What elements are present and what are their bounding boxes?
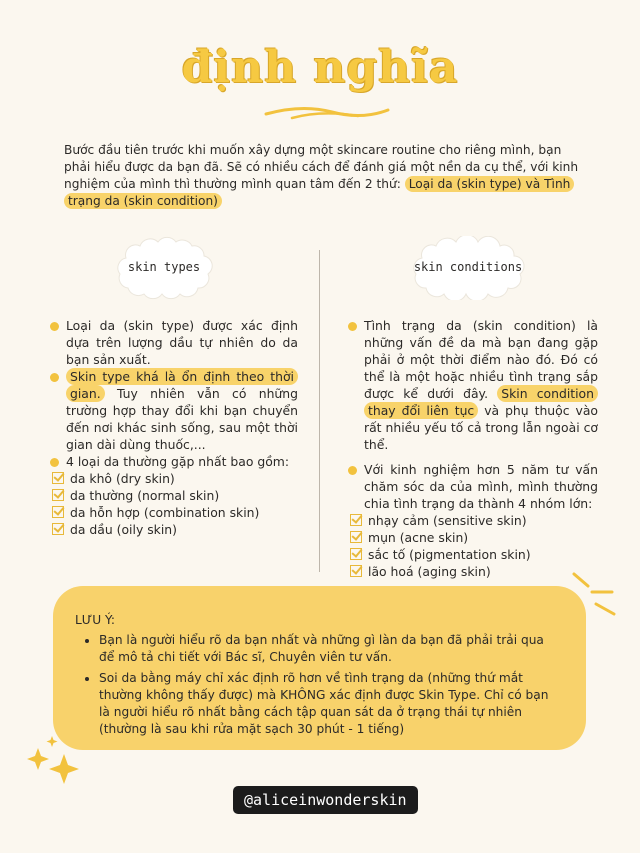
bullet-highlight: Skin condition thay đổi liên tục (364, 385, 598, 419)
bullet-text: Với kinh nghiệm hơn 5 năm tư vấn chăm sóc da của mình, mình thường chia tình trạng da thành 4 nhóm lớn: (364, 462, 598, 511)
intro-text: Bước đầu tiên trước khi muốn xây dựng một skincare routine cho riêng mình, bạn phải hiểu được da bạn đã. Sẽ có nhiều cách để đánh giá một nền da cụ thể, với kinh nghiệm của mình thì thường mình quan tâm đến 2 thứ: (64, 143, 579, 191)
checklist-label: mụn (acne skin) (368, 530, 469, 545)
intro-highlight: Loại da (skin type) và Tình trạng da (skin condition) (64, 176, 574, 209)
checklist-label: da thường (normal skin) (70, 488, 220, 503)
list-item (350, 317, 598, 453)
checkbox-icon (52, 506, 64, 518)
checklist-label: sắc tố (pigmentation skin) (368, 547, 531, 562)
checkbox-icon (350, 514, 362, 526)
checklist-item (350, 546, 598, 563)
skin-types-heading: skin types (127, 260, 201, 274)
checkbox-icon (52, 472, 64, 484)
bullet-text: Loại da (skin type) được xác định dựa trên lượng dầu tự nhiên do da bạn sản xuất. (66, 318, 298, 367)
bullet-text: và phụ thuộc vào rất nhiều yếu tố cả trong lẫn ngoài cơ thể. (364, 403, 598, 452)
list-item (350, 461, 598, 512)
checklist-item (52, 487, 298, 504)
checkbox-icon (350, 548, 362, 560)
intro-paragraph (64, 142, 584, 210)
author-handle-badge: @aliceinwonderskin (233, 786, 418, 814)
bullet-text: Tình trạng da (skin condition) là những vấn đề da mà bạn đang gặp phải ở một thời điểm nào đó. Đó có thể là một hoặc nhiều tình trạng sắp được kể dưới đây. (364, 318, 598, 401)
note-item: • Soi da bằng máy chỉ xác định rõ hơn về tình trạng da (những thứ mắt thường không thấy được) mà KHÔNG xác định được Skin Type. Chỉ có bạn là người hiểu rõ nhất bằng cách tập quan sát da ở trạng thái tự nhiên (thường là sau khi rửa mặt sạch 30 phút - 1 tiếng) (99, 670, 560, 738)
note-box (53, 586, 586, 750)
skin-conditions-cloud (406, 236, 530, 300)
checklist-item (350, 512, 598, 529)
sparkle-icon (22, 734, 86, 788)
checklist-label: nhạy cảm (sensitive skin) (368, 513, 527, 528)
checklist-item (350, 563, 598, 580)
note-title: LƯU Ý: (75, 613, 115, 627)
page-title: định nghĩa (181, 42, 459, 93)
skin-types-cloud (112, 236, 216, 300)
list-item (52, 368, 298, 453)
column-divider (319, 250, 320, 572)
checkbox-icon (350, 565, 362, 577)
checkbox-icon (52, 523, 64, 535)
bullet-text: 4 loại da thường gặp nhất bao gồm: (66, 454, 290, 469)
bullet-highlight: Skin type khá là ổn định theo thời gian. (66, 368, 298, 402)
checklist-item (52, 504, 298, 521)
checklist-label: da khô (dry skin) (70, 471, 175, 486)
checklist-label: da dầu (oily skin) (70, 522, 177, 537)
checkbox-icon (350, 531, 362, 543)
skin-conditions-column (350, 317, 598, 580)
checklist-label: da hỗn hợp (combination skin) (70, 505, 260, 520)
checklist-item (52, 521, 298, 538)
bullet-text: Tuy nhiên vẫn có những trường hợp thay đổi khi bạn chuyển đến nơi khác sinh sống, sau một thời gian dài dùng thuốc,... (66, 386, 298, 452)
checklist-item (350, 529, 598, 546)
list-item (52, 453, 298, 470)
skin-types-column (52, 317, 298, 538)
list-item (52, 317, 298, 368)
note-item: • Bạn là người hiểu rõ da bạn nhất và những gì làn da bạn đã phải trải qua để mô tả chi tiết với Bác sĩ, Chuyên viên tư vấn. (99, 632, 560, 666)
checklist-label: lão hoá (aging skin) (368, 564, 491, 579)
checklist-item (52, 470, 298, 487)
skin-conditions-heading: skin conditions (413, 260, 523, 274)
title-underline-swash (262, 100, 392, 122)
checkbox-icon (52, 489, 64, 501)
